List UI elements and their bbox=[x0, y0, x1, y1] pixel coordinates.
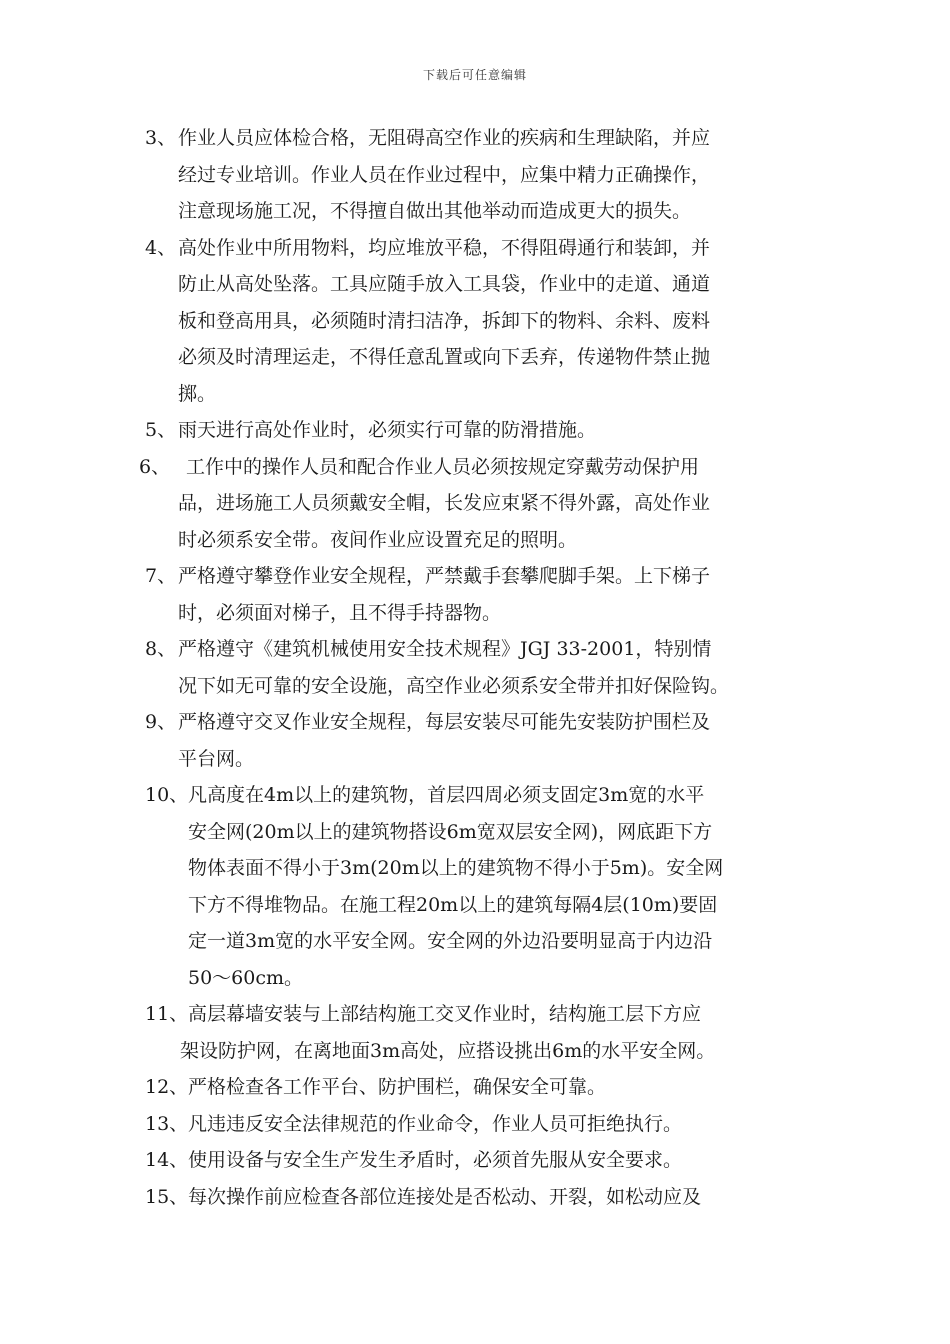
item-number: 13、 bbox=[145, 1112, 189, 1135]
item-number: 14、 bbox=[145, 1149, 189, 1171]
page-header: 下载后可任意编辑 bbox=[422, 68, 527, 82]
list-item bbox=[0, 631, 950, 704]
list-item bbox=[0, 558, 950, 631]
item-text-line: 工作中的操作人员和配合作业人员必须按规定穿戴劳动保护用 bbox=[186, 455, 700, 478]
item-text-line: 定一道3m宽的水平安全网。安全网的外边沿要明显高于内边沿 bbox=[188, 930, 713, 952]
item-number: 3、 bbox=[145, 127, 177, 149]
item-number: 4、 bbox=[145, 236, 177, 259]
item-text-line: 高处作业中所用物料，均应堆放平稳，不得阻碍通行和装卸，并 bbox=[178, 236, 711, 259]
list-item bbox=[0, 1069, 950, 1106]
item-text-line: 时必须系安全带。夜间作业应设置充足的照明。 bbox=[178, 528, 578, 551]
list-item bbox=[0, 120, 950, 230]
item-number: 10、 bbox=[145, 784, 189, 806]
item-number: 8、 bbox=[145, 638, 177, 660]
item-text-line: 安全网(20m以上的建筑物搭设6m宽双层安全网)，网底距下方 bbox=[188, 820, 713, 843]
item-text-line: 凡高度在4m以上的建筑物，首层四周必须支固定3m宽的水平 bbox=[188, 784, 705, 806]
item-text-line: 雨天进行高处作业时，必须实行可靠的防滑措施。 bbox=[178, 419, 597, 441]
item-text-line: 严格遵守攀登作业安全规程，严禁戴手套攀爬脚手架。上下梯子 bbox=[178, 565, 711, 587]
item-text-line: 时，必须面对梯子，且不得手持器物。 bbox=[178, 601, 502, 624]
list-item bbox=[0, 449, 950, 559]
item-text-line: 作业人员应体检合格，无阻碍高空作业的疾病和生理缺陷，并应 bbox=[178, 127, 711, 149]
item-text-line: 经过专业培训。作业人员在作业过程中，应集中精力正确操作， bbox=[178, 163, 711, 186]
list-item bbox=[0, 230, 950, 413]
item-text-line: 平台网。 bbox=[178, 747, 255, 770]
item-number: 6、 bbox=[139, 455, 171, 478]
list-item bbox=[0, 996, 950, 1069]
list-item bbox=[0, 1142, 950, 1179]
item-text-line: 严格检查各工作平台、防护围栏，确保安全可靠。 bbox=[188, 1076, 607, 1098]
list-item bbox=[0, 1179, 950, 1216]
item-number: 5、 bbox=[145, 419, 177, 441]
item-number: 15、 bbox=[145, 1185, 189, 1208]
item-text-line: 下方不得堆物品。在施工程20m以上的建筑每隔4层(10m)要固 bbox=[188, 893, 718, 916]
item-text-line: 架设防护网，在离地面3m高处，应搭设挑出6m的水平安全网。 bbox=[180, 1039, 716, 1062]
list-item bbox=[0, 704, 950, 777]
item-text-line: 掷。 bbox=[178, 382, 217, 405]
item-text-line: 严格遵守《建筑机械使用安全技术规程》JGJ 33-2001，特别情 bbox=[178, 638, 712, 660]
item-text-line: 防止从高处坠落。工具应随手放入工具袋，作业中的走道、通道 bbox=[178, 273, 711, 295]
item-number: 11、 bbox=[145, 1003, 189, 1025]
list-item bbox=[0, 412, 950, 449]
item-text-line: 物体表面不得小于3m(20m以上的建筑物不得小于5m)。安全网 bbox=[188, 857, 724, 879]
item-number: 12、 bbox=[145, 1076, 189, 1098]
safety-rules-list bbox=[0, 120, 950, 1215]
item-number: 9、 bbox=[145, 711, 177, 733]
list-item bbox=[0, 1106, 950, 1143]
item-text-line: 注意现场施工况，不得擅自做出其他举动而造成更大的损失。 bbox=[178, 200, 692, 222]
item-text-line: 使用设备与安全生产发生矛盾时，必须首先服从安全要求。 bbox=[188, 1149, 683, 1171]
item-text-line: 况下如无可靠的安全设施，高空作业必须系安全带并扣好保险钩。 bbox=[178, 674, 730, 697]
item-text-line: 必须及时清理运走，不得任意乱置或向下丢弃，传递物件禁止抛 bbox=[178, 346, 711, 368]
item-number: 7、 bbox=[145, 565, 177, 587]
list-item bbox=[0, 777, 950, 996]
item-text-line: 高层幕墙安装与上部结构施工交叉作业时，结构施工层下方应 bbox=[188, 1003, 702, 1025]
item-text-line: 50～60cm。 bbox=[188, 966, 304, 989]
item-text-line: 严格遵守交叉作业安全规程，每层安装尽可能先安装防护围栏及 bbox=[178, 711, 711, 733]
item-text-line: 每次操作前应检查各部位连接处是否松动、开裂，如松动应及 bbox=[188, 1185, 702, 1208]
item-text-line: 板和登高用具，必须随时清扫洁净，拆卸下的物料、余料、废料 bbox=[178, 309, 711, 332]
item-text-line: 品，进场施工人员须戴安全帽，长发应束紧不得外露，高处作业 bbox=[178, 492, 711, 514]
item-text-line: 凡违违反安全法律规范的作业命令，作业人员可拒绝执行。 bbox=[188, 1112, 683, 1135]
